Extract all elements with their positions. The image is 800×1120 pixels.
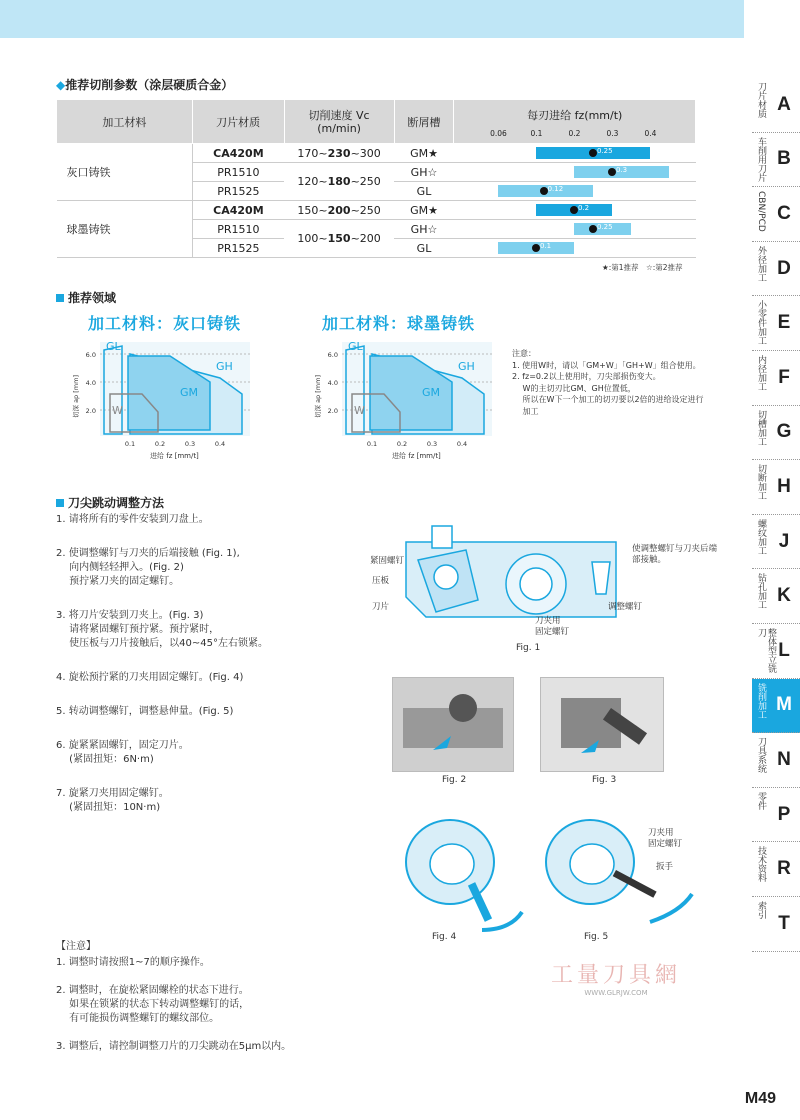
zone-chart-ductile-iron bbox=[312, 338, 502, 466]
zone-xtick: 0.3 bbox=[184, 440, 196, 448]
section-title-zones: 推荐领域 bbox=[56, 289, 116, 306]
zone-xtick: 0.4 bbox=[214, 440, 226, 448]
header-feed bbox=[454, 100, 696, 144]
feed-value-label: 0.3 bbox=[615, 166, 628, 174]
step-line: 使压板与刀片接触后，以40~45°左右锁紧。 bbox=[56, 638, 269, 649]
zone-label-gm: GM bbox=[422, 386, 441, 399]
material-cell: 灰口铸铁 bbox=[57, 144, 193, 201]
header-breaker: 断屑槽 bbox=[394, 100, 454, 144]
caution-line: 有可能损伤调整螺钉的螺纹部位。 bbox=[56, 1013, 220, 1024]
breaker-cell: GH☆ bbox=[394, 163, 454, 182]
sidebar-item-letter: J bbox=[778, 530, 790, 552]
sidebar-item-letter: F bbox=[778, 366, 790, 388]
caution-line: 如果在锁紧的状态下转动调整螺钉的话， bbox=[56, 999, 250, 1010]
sidebar-item-label: 铣削加工 bbox=[756, 682, 766, 719]
sidebar-item-n[interactable] bbox=[752, 733, 800, 788]
notes-box bbox=[512, 348, 712, 417]
grade-cell: PR1510 bbox=[192, 220, 284, 239]
step-item bbox=[56, 513, 386, 527]
feed-value-label: 0.25 bbox=[596, 147, 613, 155]
step-item bbox=[56, 671, 386, 685]
zone-xtick: 0.1 bbox=[124, 440, 136, 448]
grade-cell: PR1525 bbox=[192, 239, 284, 258]
feed-cell bbox=[454, 163, 696, 182]
fig5-label: Fig. 5 bbox=[584, 932, 609, 942]
sidebar-item-letter: H bbox=[777, 475, 791, 497]
fig1-illustration bbox=[396, 522, 636, 642]
speed-cell: 120~180~250 bbox=[284, 163, 394, 201]
caution-title: 【注意】 bbox=[56, 941, 96, 952]
fig5-callout-wrench: 扳手 bbox=[656, 862, 674, 872]
sidebar-item-letter: E bbox=[777, 312, 791, 334]
sidebar-item-letter: K bbox=[777, 585, 791, 607]
zone-ylabel: 切深 ap [mm] bbox=[72, 375, 80, 418]
sidebar-item-m[interactable] bbox=[752, 679, 800, 734]
zone-ytick: 4.0 bbox=[327, 379, 338, 387]
zone-ytick: 2.0 bbox=[85, 407, 96, 415]
sidebar-item-label: 技术资料 bbox=[756, 846, 766, 883]
sidebar-item-label: 钻孔加工 bbox=[756, 573, 766, 610]
sidebar-item-a[interactable] bbox=[752, 78, 800, 133]
sidebar-item-label: 内径加工 bbox=[756, 354, 766, 391]
sidebar-item-b[interactable] bbox=[752, 133, 800, 188]
sidebar-item-letter: B bbox=[777, 148, 791, 170]
sidebar-item-letter: N bbox=[777, 748, 791, 770]
feed-range-track bbox=[454, 239, 696, 257]
fig1-label: Fig. 1 bbox=[516, 643, 541, 653]
sidebar-item-h[interactable] bbox=[752, 460, 800, 515]
sidebar-item-r[interactable] bbox=[752, 842, 800, 897]
fig5-callout-holder-screw: 刀夹用 固定螺钉 bbox=[648, 828, 683, 849]
watermark-logo-text: 工量刀具網 bbox=[550, 963, 681, 988]
section-title-runout: 刀尖跳动调整方法 bbox=[56, 494, 164, 511]
breaker-cell: GL bbox=[394, 182, 454, 201]
watermark-logo bbox=[536, 940, 696, 997]
step-item bbox=[56, 547, 386, 589]
step-item bbox=[56, 705, 386, 719]
zone-title-grey-iron: 加工材料：灰口铸铁 bbox=[88, 314, 242, 333]
zone-xtick: 0.2 bbox=[396, 440, 408, 448]
feed-cell bbox=[454, 201, 696, 220]
feed-tick: 0.2 bbox=[568, 128, 581, 138]
zone-title-ductile-iron: 加工材料：球墨铸铁 bbox=[322, 314, 476, 333]
sidebar-item-letter: P bbox=[777, 803, 791, 825]
caution-item bbox=[56, 984, 396, 1026]
caution-item bbox=[56, 1040, 396, 1054]
feed-recommended-dot bbox=[589, 225, 597, 233]
step-line: (紧固扭矩：10N·m) bbox=[56, 802, 161, 813]
sidebar-item-d[interactable] bbox=[752, 242, 800, 297]
step-line: 向内侧轻轻押入。(Fig. 2) bbox=[56, 562, 184, 573]
feed-recommended-dot bbox=[589, 149, 597, 157]
feed-cell bbox=[454, 239, 696, 258]
sidebar-item-letter: A bbox=[777, 93, 791, 115]
sidebar-item-label: 小零件加工 bbox=[756, 300, 766, 346]
feed-range-track bbox=[454, 182, 696, 200]
sidebar-item-label: 整体型立铣刀 bbox=[756, 627, 776, 673]
caution-line: 1. 调整时请按照1~7的顺序操作。 bbox=[56, 957, 210, 968]
header-grade: 刀片材质 bbox=[192, 100, 284, 144]
note-line: 加工 bbox=[512, 406, 539, 416]
feed-tick: 0.3 bbox=[606, 128, 619, 138]
sidebar-item-label: 刀片材质 bbox=[756, 82, 766, 118]
zone-label-w: W bbox=[112, 404, 123, 417]
feed-recommended-dot bbox=[540, 187, 548, 195]
sidebar-item-j[interactable] bbox=[752, 515, 800, 570]
feed-value-label: 0.2 bbox=[577, 204, 590, 212]
zone-xtick: 0.3 bbox=[426, 440, 438, 448]
zone-ytick: 2.0 bbox=[327, 407, 338, 415]
feed-range-track bbox=[454, 163, 696, 181]
grade-cell: PR1510 bbox=[192, 163, 284, 182]
feed-range-track bbox=[454, 201, 696, 219]
table-row bbox=[57, 201, 696, 220]
sidebar-item-label: 螺纹加工 bbox=[756, 518, 766, 555]
sidebar-item-letter: G bbox=[776, 421, 792, 443]
zone-xtick: 0.2 bbox=[154, 440, 166, 448]
step-line: 6. 旋紧紧固螺钉，固定刀片。 bbox=[56, 740, 189, 751]
top-banner bbox=[0, 0, 744, 38]
grade-cell: CA420M bbox=[192, 144, 284, 163]
sidebar-item-f[interactable] bbox=[752, 351, 800, 406]
step-line: 请将紧固螺钉预拧紧。预拧紧时， bbox=[56, 624, 220, 635]
note-line: 1. 使用W时，请以「GM+W」「GH+W」组合使用。 bbox=[512, 360, 701, 370]
step-line: 3. 将刀片安装到刀夹上。(Fig. 3) bbox=[56, 610, 204, 621]
fig2-photo bbox=[392, 677, 514, 772]
feed-value-label: 0.1 bbox=[539, 242, 552, 250]
sidebar-item-p[interactable] bbox=[752, 788, 800, 843]
feed-range-track bbox=[454, 220, 696, 238]
breaker-cell: GH☆ bbox=[394, 220, 454, 239]
caution-block bbox=[56, 940, 396, 1068]
cutting-params-table bbox=[56, 99, 696, 258]
fig2-label: Fig. 2 bbox=[442, 775, 467, 785]
sidebar-item-letter: D bbox=[777, 257, 791, 279]
sidebar-item-t[interactable] bbox=[752, 897, 800, 952]
sidebar-item-label: 刀具系统 bbox=[756, 737, 766, 774]
fig1-callout-adjust-screw: 调整螺钉 bbox=[608, 602, 643, 612]
speed-cell: 100~150~200 bbox=[284, 220, 394, 258]
zone-xlabel: 进给 fz [mm/t] bbox=[392, 452, 441, 460]
zone-label-gl: GL bbox=[106, 340, 121, 353]
recommend-legend: ★:第1推荐 ☆:第2推荐 bbox=[602, 263, 683, 272]
notes-title: 注意： bbox=[512, 349, 536, 358]
sidebar-item-k[interactable] bbox=[752, 569, 800, 624]
sidebar-item-label: 车削用刀片 bbox=[756, 136, 766, 182]
feed-cell bbox=[454, 182, 696, 201]
sidebar-item-label: 切断加工 bbox=[756, 464, 766, 501]
speed-cell: 150~200~250 bbox=[284, 201, 394, 220]
fig1-callout-holder-screw: 刀夹用 固定螺钉 bbox=[535, 616, 570, 637]
step-line: 5. 转动调整螺钉，调整悬伸量。(Fig. 5) bbox=[56, 706, 234, 717]
adjustment-steps bbox=[56, 513, 386, 835]
note-line: W的主切刃比GM、GH位置低， bbox=[512, 383, 636, 393]
sidebar-item-letter: L bbox=[778, 639, 790, 661]
step-line: (紧固扭矩：6N·m) bbox=[56, 754, 154, 765]
sidebar-item-label: 切槽加工 bbox=[756, 409, 766, 446]
zone-ytick: 6.0 bbox=[85, 351, 96, 359]
zone-label-w: W bbox=[354, 404, 365, 417]
sidebar-item-label: 索引 bbox=[756, 900, 766, 919]
feed-tick: 0.1 bbox=[530, 128, 543, 138]
step-line: 1. 请将所有的零件安装到刀盘上。 bbox=[56, 514, 209, 525]
breaker-cell: GM★ bbox=[394, 144, 454, 163]
fig4-label: Fig. 4 bbox=[432, 932, 457, 942]
step-line: 2. 使调整螺钉与刀夹的后端接触 (Fig. 1), bbox=[56, 548, 240, 559]
sidebar-item-label: 零件 bbox=[756, 791, 766, 810]
header-feed-label: 每刃进给 fz(mm/t) bbox=[527, 108, 623, 122]
step-line: 预拧紧刀夹的固定螺钉。 bbox=[56, 576, 180, 587]
zone-ytick: 4.0 bbox=[85, 379, 96, 387]
sidebar-item-letter: T bbox=[778, 912, 790, 934]
feed-tick: 0.4 bbox=[644, 128, 657, 138]
chapter-index-sidebar bbox=[752, 78, 800, 952]
speed-cell: 170~230~300 bbox=[284, 144, 394, 163]
sidebar-item-label: 外径加工 bbox=[756, 245, 766, 282]
zone-label-gh: GH bbox=[458, 360, 475, 373]
section-title-params: ◆推荐切削参数（涂层硬质合金） bbox=[56, 78, 234, 92]
zone-label-gl: GL bbox=[348, 340, 363, 353]
feed-recommended-dot bbox=[532, 244, 540, 252]
watermark-url: WWW.GLRJW.COM bbox=[584, 989, 648, 997]
feed-axis-ticks bbox=[454, 129, 695, 141]
sidebar-item-letter: M bbox=[776, 694, 792, 716]
step-item bbox=[56, 787, 386, 815]
sidebar-item-g[interactable] bbox=[752, 406, 800, 461]
note-line: 2. fz=0.2以上使用时，刀尖部损伤变大。 bbox=[512, 372, 661, 381]
feed-cell bbox=[454, 220, 696, 239]
table-row bbox=[57, 144, 696, 163]
grade-cell: PR1525 bbox=[192, 182, 284, 201]
header-material: 加工材料 bbox=[57, 100, 193, 144]
breaker-cell: GM★ bbox=[394, 201, 454, 220]
zone-chart-grey-iron bbox=[70, 338, 260, 466]
feed-value-label: 0.12 bbox=[547, 185, 564, 193]
step-line: 4. 旋松预拧紧的刀夹用固定螺钉。(Fig. 4) bbox=[56, 672, 244, 683]
feed-cell bbox=[454, 144, 696, 163]
sidebar-item-c[interactable] bbox=[752, 187, 800, 242]
zone-label-gh: GH bbox=[216, 360, 233, 373]
caution-item bbox=[56, 956, 396, 970]
step-line: 7. 旋紧刀夹用固定螺钉。 bbox=[56, 788, 169, 799]
sidebar-item-letter: R bbox=[777, 858, 791, 880]
zone-ytick: 6.0 bbox=[327, 351, 338, 359]
zone-xlabel: 进给 fz [mm/t] bbox=[150, 452, 199, 460]
fig4-illustration bbox=[400, 812, 530, 932]
caution-line: 3. 调整后，请控制调整刀片的刀尖跳动在5μm以内。 bbox=[56, 1041, 292, 1052]
zone-label-gm: GM bbox=[180, 386, 199, 399]
feed-recommended-dot bbox=[608, 168, 616, 176]
fig3-label: Fig. 3 bbox=[592, 775, 617, 785]
header-speed: 切削速度 Vc (m/min) bbox=[284, 100, 394, 144]
feed-tick: 0.06 bbox=[490, 128, 507, 138]
breaker-cell: GL bbox=[394, 239, 454, 258]
fig1-callout-insert: 刀片 bbox=[372, 602, 390, 612]
fig1-callout-plate: 压板 bbox=[372, 576, 390, 586]
step-item bbox=[56, 609, 386, 651]
feed-range-track bbox=[454, 144, 696, 162]
step-item bbox=[56, 739, 386, 767]
feed-value-label: 0.25 bbox=[596, 223, 613, 231]
fig3-photo bbox=[540, 677, 664, 772]
fig1-callout-contact: 使调整螺钉与刀夹后端 部接触。 bbox=[632, 544, 718, 565]
caution-line: 2. 调整时，在旋松紧固螺栓的状态下进行。 bbox=[56, 985, 249, 996]
zone-xtick: 0.4 bbox=[456, 440, 468, 448]
fig1-callout-clamp-screw: 紧固螺钉 bbox=[370, 556, 405, 566]
feed-recommended-dot bbox=[570, 206, 578, 214]
grade-cell: CA420M bbox=[192, 201, 284, 220]
sidebar-item-letter: C bbox=[777, 202, 791, 224]
sidebar-item-l[interactable] bbox=[752, 624, 800, 679]
page-number: M49 bbox=[744, 1090, 776, 1107]
sidebar-item-e[interactable] bbox=[752, 296, 800, 351]
zone-ylabel: 切深 ap [mm] bbox=[314, 375, 322, 418]
material-cell: 球墨铸铁 bbox=[57, 201, 193, 258]
sidebar-item-label: CBN/PCD bbox=[756, 191, 766, 233]
zone-xtick: 0.1 bbox=[366, 440, 378, 448]
note-line: 所以在W下一个加工的切刃要以2倍的进给设定进行 bbox=[512, 395, 704, 404]
